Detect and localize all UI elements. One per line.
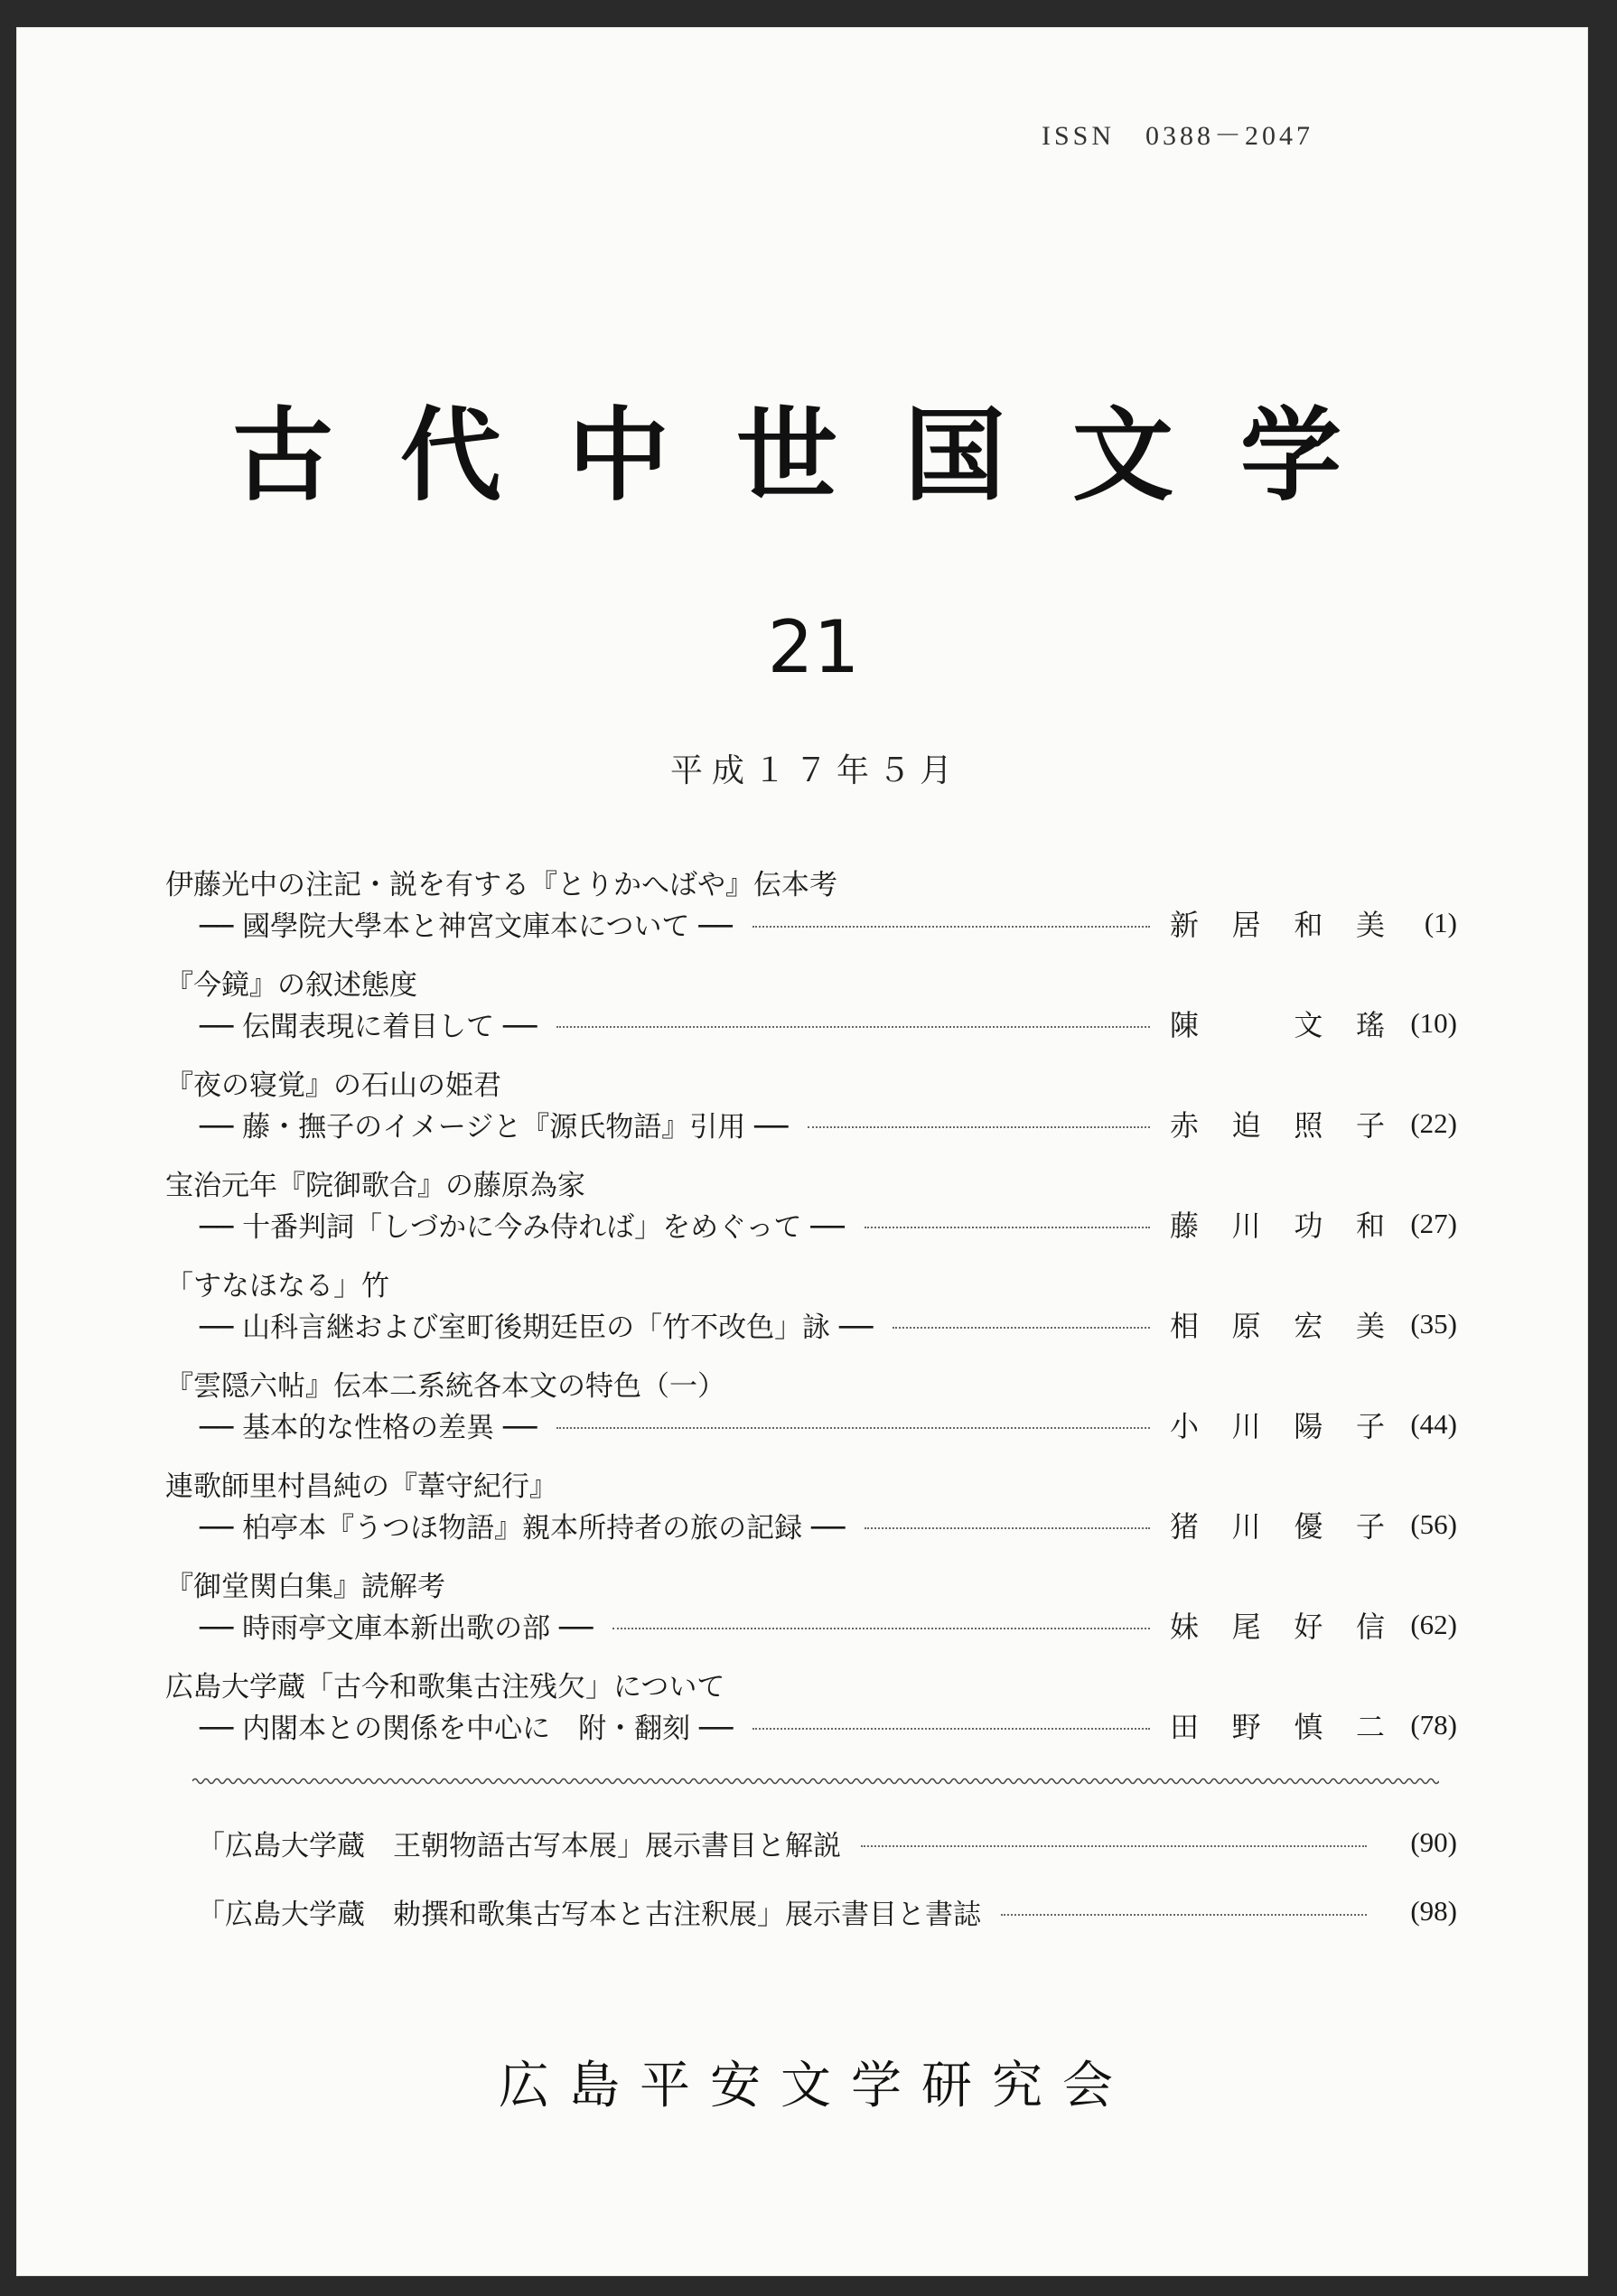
leader-dots: [752, 926, 1150, 928]
toc-entry: [165, 1669, 1457, 1769]
article-subtitle: ── 基本的な性格の差異 ──: [200, 1411, 537, 1444]
article-page: (56): [1410, 1508, 1457, 1540]
toc-entry: [165, 1268, 1457, 1368]
article-page: (27): [1410, 1208, 1457, 1239]
leader-dots: [865, 1227, 1150, 1228]
article-author: 田野慎二: [1170, 1710, 1387, 1744]
exhibition-title: 「広島大学蔵 王朝物語古写本展」展示書目と解説: [197, 1829, 841, 1862]
article-page: (62): [1410, 1609, 1457, 1640]
article-author: 赤迫照子: [1170, 1108, 1387, 1143]
toc-entry: [165, 867, 1457, 967]
leader-dots: [893, 1327, 1150, 1329]
exhibition-title: 「広島大学蔵 勅撰和歌集古写本と古注釈展」展示書目と書誌: [197, 1898, 981, 1931]
article-subtitle: ── 柏亭本『うつほ物語』親本所持者の旅の記録 ──: [200, 1511, 846, 1545]
article-author: 陳 文瑤: [1170, 1008, 1387, 1042]
article-subtitle: ── 藤・撫子のイメージと『源氏物語』引用 ──: [200, 1110, 789, 1143]
exhibition-page: (98): [1410, 1895, 1457, 1927]
article-title: 『夜の寝覚』の石山の姫君: [165, 1069, 501, 1102]
article-title: 『御堂関白集』読解考: [165, 1571, 445, 1603]
article-subtitle: ── 内閣本との関係を中心に 附・翻刻 ──: [200, 1712, 734, 1745]
leader-dots: [865, 1527, 1150, 1529]
article-subtitle: ── 伝聞表現に着目して ──: [200, 1010, 537, 1043]
leader-dots: [861, 1845, 1367, 1847]
exhibition-entry: [197, 1808, 1457, 1877]
toc-entry: [165, 1068, 1457, 1168]
journal-title: 古代中世国文学: [232, 397, 1408, 515]
wavy-divider: [192, 1775, 1439, 1787]
leader-dots: [612, 1628, 1150, 1629]
issn-number: ISSN 0388－2047: [1042, 121, 1314, 151]
article-subtitle: ── 山科言継および室町後期廷臣の「竹不改色」詠 ──: [200, 1311, 874, 1344]
article-author: 相原宏美: [1170, 1309, 1387, 1343]
article-title: 『雲隠六帖』伝本二系統各本文の特色（一）: [165, 1370, 725, 1403]
leader-dots: [1001, 1914, 1367, 1916]
article-title: 広島大学蔵「古今和歌集古注残欠」について: [165, 1671, 725, 1703]
article-author: 藤川功和: [1170, 1209, 1387, 1243]
leader-dots: [556, 1427, 1150, 1429]
exhibition-entry: [197, 1877, 1457, 1946]
article-title: 伊藤光中の注記・説を有する『とりかへばや』伝本考: [165, 869, 837, 901]
article-author: 新居和美: [1170, 908, 1387, 942]
issue-number: 21: [767, 605, 860, 689]
exhibition-listings: [197, 1808, 1457, 1946]
toc-entry: [165, 1168, 1457, 1268]
toc-entry: [165, 1368, 1457, 1469]
toc-entry: [165, 1569, 1457, 1669]
exhibition-page: (90): [1410, 1826, 1457, 1858]
article-page: (35): [1410, 1308, 1457, 1339]
article-page: (22): [1410, 1107, 1457, 1139]
article-subtitle: ── 時雨亭文庫本新出歌の部 ──: [200, 1611, 594, 1645]
publisher-name: 広島平安文学研究会: [499, 2057, 1133, 2115]
article-page: (78): [1410, 1709, 1457, 1741]
article-subtitle: ── 國學院大學本と神宮文庫本について ──: [200, 910, 733, 943]
toc-entry: [165, 1469, 1457, 1569]
article-author: 小川陽子: [1170, 1409, 1387, 1443]
article-page: (1): [1424, 907, 1457, 938]
issue-date: 平成１７年５月: [669, 752, 961, 789]
leader-dots: [752, 1728, 1150, 1730]
article-title: 『今鏡』の叙述態度: [165, 969, 417, 1002]
leader-dots: [808, 1126, 1150, 1128]
article-author: 猪川優子: [1170, 1509, 1387, 1544]
article-page: (44): [1410, 1408, 1457, 1440]
toc-entry: [165, 967, 1457, 1068]
article-subtitle: ── 十番判詞「しづかに今み侍れば」をめぐって ──: [200, 1210, 845, 1244]
leader-dots: [556, 1026, 1150, 1028]
table-of-contents: [165, 867, 1457, 1769]
article-title: 宝治元年『院御歌合』の藤原為家: [165, 1170, 585, 1202]
article-title: 「すなほなる」竹: [165, 1270, 389, 1302]
article-author: 妹尾好信: [1170, 1610, 1387, 1644]
journal-cover: [16, 27, 1588, 2276]
article-title: 連歌師里村昌純の『葦守紀行』: [165, 1470, 557, 1503]
article-page: (10): [1410, 1007, 1457, 1039]
